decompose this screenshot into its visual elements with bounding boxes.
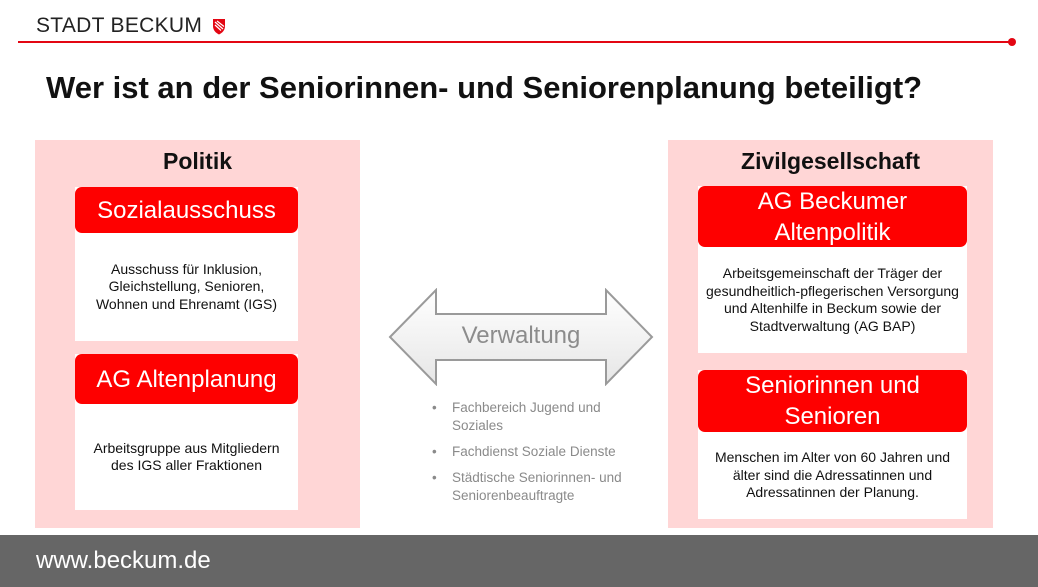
politik-panel-title: Politik [162, 148, 232, 174]
ag-beckumer-altenpolitik-card [698, 186, 967, 353]
brand-header [36, 14, 226, 38]
verwaltung-arrow [388, 288, 654, 386]
sozialausschuss-description: Ausschuss für Inklusion, Gleichstellung, Senioren, Wohnen und Ehrenamt (IGS) [95, 260, 278, 312]
ag-altenplanung-card [75, 354, 298, 510]
list-item: • Fachdienst Soziale Dienste [432, 443, 652, 461]
zivilgesellschaft-panel [668, 140, 993, 528]
verwaltung-list [432, 399, 652, 513]
sozialausschuss-heading: Sozialausschuss [75, 187, 298, 233]
ag-beckumer-altenpolitik-heading: AG Beckumer Altenpolitik [698, 186, 967, 247]
ag-beckumer-altenpolitik-description: Arbeitsgemeinschaft der Träger der gesundheitlich-pflegerischen Versorgung und Altenhilfe in Beckum sowie der Stadtverwaltung (AG BAP) [706, 265, 959, 334]
header-rule-dot [1008, 38, 1016, 46]
ag-altenplanung-heading: AG Altenplanung [75, 354, 298, 404]
seniorinnen-und-senioren-heading: Seniorinnen und Senioren [698, 370, 967, 432]
politik-panel [35, 140, 360, 528]
coat-of-arms-icon [212, 18, 226, 35]
ag-altenplanung-description: Arbeitsgruppe aus Mitgliedern des IGS aller Fraktionen [93, 439, 280, 473]
seniorinnen-und-senioren-description: Menschen im Alter von 60 Jahren und älter sind die Adressatinnen und Adressatinnen der Planung. [714, 449, 951, 501]
brand-name: STADT BECKUM [36, 14, 203, 37]
footer-bar [0, 535, 1038, 587]
verwaltung-label: Verwaltung [461, 322, 581, 349]
website-url: www.beckum.de [36, 547, 211, 574]
sozialausschuss-card [75, 187, 298, 341]
slide-title: Wer ist an der Seniorinnen- und Seniorenplanung beteiligt? [46, 70, 923, 105]
zivilgesellschaft-panel-title: Zivilgesellschaft [741, 148, 920, 174]
list-item: • Fachbereich Jugend und Soziales [432, 399, 652, 435]
seniorinnen-und-senioren-card [698, 370, 967, 519]
list-item: • Städtische Seniorinnen- und Seniorenbeauftragte [432, 469, 652, 505]
header-rule [18, 41, 1012, 43]
